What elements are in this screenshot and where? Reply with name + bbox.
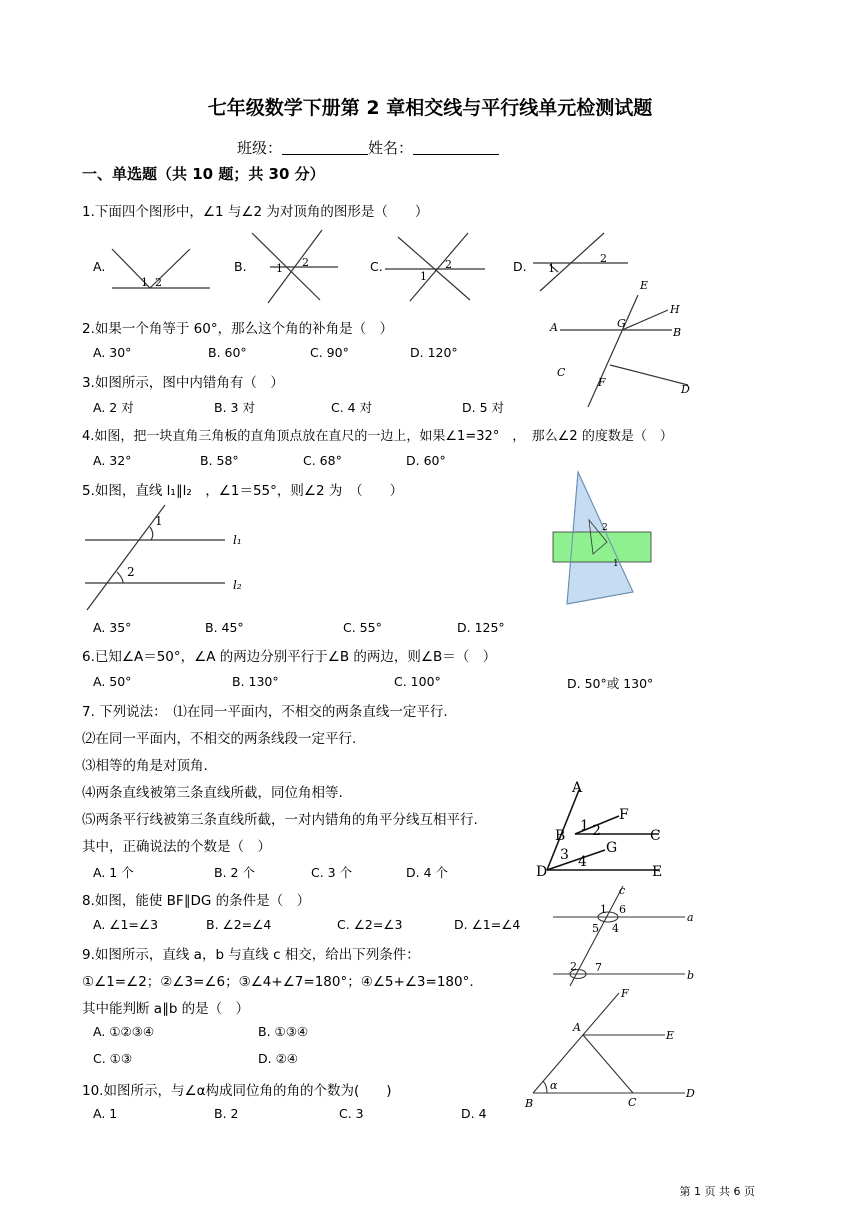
q6-option-b[interactable]: B. 130° <box>232 674 279 689</box>
q9-label-6: 6 <box>619 903 626 916</box>
q3-stem: 3.如图所示，图中内错角有（ ） <box>82 375 284 391</box>
q6-option-c[interactable]: C. 100° <box>394 674 441 689</box>
q10-label-a: A <box>573 1021 581 1034</box>
q7-option-a[interactable]: A. 1 个 <box>93 865 134 880</box>
q8-label-d: D <box>536 864 548 880</box>
q4-figure <box>545 470 665 610</box>
q2-stem: 2.如果一个角等于 60°，那么这个角的补角是（ ） <box>82 321 394 337</box>
name-blank[interactable] <box>413 140 499 155</box>
q5-label-1: 1 <box>155 514 163 528</box>
q8-label-1: 1 <box>580 818 589 834</box>
q9-option-b[interactable]: B. ①③④ <box>258 1024 309 1039</box>
q9-figure <box>545 882 705 988</box>
q8-stem: 8.如图，能使 BF∥DG 的条件是（ ） <box>82 893 311 909</box>
q9-option-a[interactable]: A. ①②③④ <box>93 1024 155 1039</box>
q10-figure <box>515 985 705 1113</box>
q1b-label-1: 1 <box>276 262 283 275</box>
q10-option-a[interactable]: A. 1 <box>93 1106 118 1121</box>
q7-option-d[interactable]: D. 4 个 <box>406 865 448 880</box>
q4-label-2: 2 <box>602 523 608 533</box>
q8-label-3: 3 <box>560 847 569 863</box>
q10-label-e: E <box>666 1029 675 1042</box>
q8-label-b: B <box>555 828 566 844</box>
q1a-label-2: 2 <box>155 276 162 289</box>
q10-option-c[interactable]: C. 3 <box>339 1106 364 1121</box>
q8-option-d[interactable]: D. ∠1=∠4 <box>454 917 521 932</box>
q5-option-a[interactable]: A. 35° <box>93 620 132 635</box>
q4-stem: 4.如图，把一块直角三角板的直角顶点放在直尺的一边上，如果∠1=32° ， 那么∠2 的度数是（ ） <box>82 429 673 444</box>
q9-label-5: 5 <box>592 922 599 935</box>
q8-label-g: G <box>606 840 618 856</box>
q1c-label-1: 1 <box>420 270 427 283</box>
q9-option-c[interactable]: C. ①③ <box>93 1051 133 1066</box>
q1c-label-2: 2 <box>445 258 452 271</box>
q3-label-a: A <box>550 321 558 334</box>
q6-stem: 6.已知∠A＝50°，∠A 的两边分别平行于∠B 的两边，则∠B＝（ ） <box>82 649 497 665</box>
q2-option-b[interactable]: B. 60° <box>208 345 247 360</box>
q3-label-f: F <box>598 376 606 389</box>
q10-label-c: C <box>628 1096 637 1109</box>
q4-option-a[interactable]: A. 32° <box>93 453 132 468</box>
q2-option-c[interactable]: C. 90° <box>310 345 349 360</box>
q3-option-d[interactable]: D. 5 对 <box>462 400 504 415</box>
q3-label-g: G <box>617 317 626 330</box>
q5-option-b[interactable]: B. 45° <box>205 620 244 635</box>
q7-statement-3: ⑶相等的角是对顶角. <box>82 758 208 774</box>
q1-option-d[interactable]: D. <box>513 259 527 274</box>
q3-label-h: H <box>670 303 680 316</box>
q10-option-d[interactable]: D. 4 <box>461 1106 487 1121</box>
page-title: 七年级数学下册第 2 章相交线与平行线单元检测试题 <box>207 97 653 119</box>
q7-option-b[interactable]: B. 2 个 <box>214 865 255 880</box>
q8-label-e: E <box>652 864 663 880</box>
q4-option-d[interactable]: D. 60° <box>406 453 446 468</box>
q4-option-c[interactable]: C. 68° <box>303 453 342 468</box>
q9-stem: 9.如图所示，直线 a，b 与直线 c 相交，给出下列条件： <box>82 947 420 963</box>
q1-stem: 1.下面四个图形中，∠1 与∠2 为对顶角的图形是（ ） <box>82 204 429 220</box>
q7-option-c[interactable]: C. 3 个 <box>311 865 353 880</box>
q1-option-c[interactable]: C. <box>370 259 383 274</box>
q4-option-b[interactable]: B. 58° <box>200 453 239 468</box>
q9-label-a: a <box>687 911 694 924</box>
q5-option-d[interactable]: D. 125° <box>457 620 505 635</box>
q1-option-a[interactable]: A. <box>93 259 106 274</box>
q3-label-b: B <box>673 326 682 339</box>
q2-option-a[interactable]: A. 30° <box>93 345 132 360</box>
q5-figure <box>75 500 265 615</box>
q10-label-alpha: α <box>550 1079 558 1092</box>
q8-option-c[interactable]: C. ∠2=∠3 <box>337 917 403 932</box>
q7-statement-4: ⑷两条直线被第三条直线所截，同位角相等. <box>82 785 343 801</box>
q8-label-4: 4 <box>578 854 587 870</box>
q6-option-d[interactable]: D. 50°或 130° <box>567 676 654 691</box>
q8-label-a: A <box>572 780 583 796</box>
q9-label-2: 2 <box>570 960 577 973</box>
q3-label-e: E <box>640 279 649 292</box>
q10-label-f: F <box>621 987 629 1000</box>
class-label: 班级： <box>237 139 283 157</box>
q10-label-b: B <box>525 1097 534 1110</box>
q9-question: 其中能判断 a∥b 的是（ ） <box>82 1001 250 1017</box>
q5-label-l2: l₂ <box>233 578 242 592</box>
q3-figure <box>540 275 710 415</box>
q10-stem: 10.如图所示，与∠α构成同位角的角的个数为( ) <box>82 1083 392 1099</box>
q7-stem: 7. 下列说法： ⑴在同一平面内，不相交的两条直线一定平行. <box>82 704 448 720</box>
q3-label-d: D <box>681 383 690 396</box>
q1b-label-2: 2 <box>302 256 309 269</box>
q1d-label-2: 2 <box>600 252 607 265</box>
page-footer: 第 1 页 共 6 页 <box>679 1185 755 1198</box>
q8-label-f: F <box>619 807 629 823</box>
q9-label-b: b <box>687 969 695 982</box>
q9-label-1: 1 <box>600 903 607 916</box>
q1d-label-1: 1 <box>548 262 555 275</box>
q7-statement-5: ⑸两条平行线被第三条直线所截，一对内错角的角平分线互相平行. <box>82 812 478 828</box>
q10-option-b[interactable]: B. 2 <box>214 1106 239 1121</box>
q9-label-7: 7 <box>595 961 602 974</box>
q2-option-d[interactable]: D. 120° <box>410 345 458 360</box>
q7-statement-2: ⑵在同一平面内，不相交的两条线段一定平行. <box>82 731 357 747</box>
section-heading: 一、单选题（共 10 题；共 30 分） <box>82 165 325 183</box>
q7-question: 其中，正确说法的个数是（ ） <box>82 839 271 855</box>
class-blank[interactable] <box>282 140 368 155</box>
q8-label-c: C <box>650 828 661 844</box>
q10-label-d: D <box>686 1087 695 1100</box>
q9-option-d[interactable]: D. ②④ <box>258 1051 298 1066</box>
name-label: 姓名： <box>368 139 414 157</box>
q9-label-4: 4 <box>612 922 619 935</box>
q9-conditions: ①∠1=∠2；②∠3=∠6；③∠4+∠7=180°；④∠5+∠3=180°. <box>82 974 474 990</box>
student-info <box>237 137 499 158</box>
q8-figure <box>535 778 675 880</box>
q8-option-a[interactable]: A. ∠1=∠3 <box>93 917 159 932</box>
q5-option-c[interactable]: C. 55° <box>343 620 382 635</box>
q5-stem: 5.如图，直线 l₁∥l₂ ，∠1＝55°，则∠2 为 （ ） <box>82 483 404 499</box>
q3-option-c[interactable]: C. 4 对 <box>331 400 373 415</box>
q1-option-b[interactable]: B. <box>234 259 247 274</box>
q3-option-a[interactable]: A. 2 对 <box>93 400 134 415</box>
q5-label-2: 2 <box>127 565 135 579</box>
q8-label-2: 2 <box>592 823 601 839</box>
q4-label-1: 1 <box>613 559 619 569</box>
q3-option-b[interactable]: B. 3 对 <box>214 400 255 415</box>
q6-option-a[interactable]: A. 50° <box>93 674 132 689</box>
q3-label-c: C <box>557 366 566 379</box>
q5-label-l1: l₁ <box>233 533 242 547</box>
q1a-label-1: 1 <box>141 276 148 289</box>
q8-option-b[interactable]: B. ∠2=∠4 <box>206 917 272 932</box>
q9-label-c: c <box>619 884 626 897</box>
